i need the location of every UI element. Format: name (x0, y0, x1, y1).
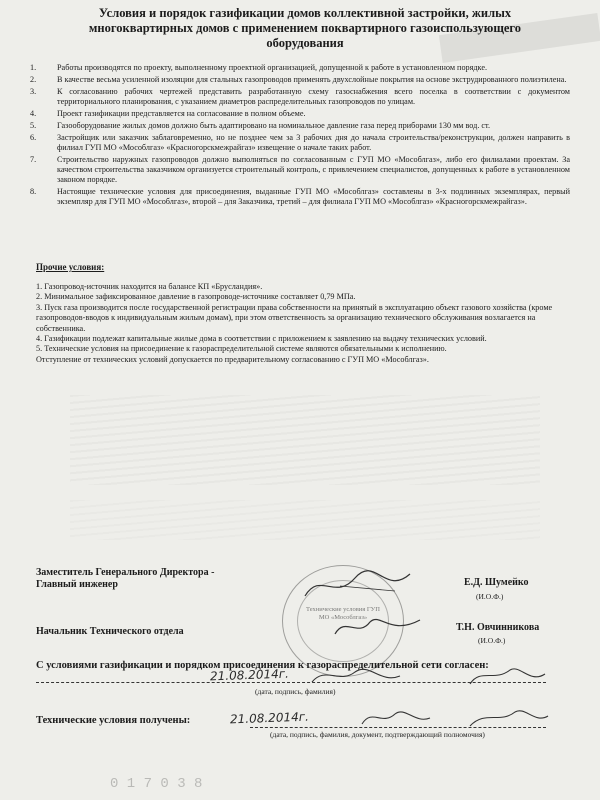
condition-item (30, 155, 570, 185)
stamp-text: Технические условия ГУП МО «Мособлгаз» (306, 606, 380, 621)
serial-number-ghost: 0 1 7 0 3 8 (110, 776, 203, 792)
bleed-through-text (70, 395, 540, 485)
head-name: Т.Н. Овчинникова (456, 622, 540, 633)
condition-item (30, 133, 570, 153)
condition-item (30, 187, 570, 207)
other-conditions (36, 282, 556, 365)
condition-text: Строительство наружных газопроводов должно выполняться по согласованным с ГУП МО «Мособлгаз», либо его филиалами проектам. За качеством строительства заказчиком организуется строительный контроль, с привлечением специалистов, допущенных к работе в установленном законом порядке. (57, 155, 570, 184)
received-label: Технические условия получены: (36, 715, 191, 726)
condition-text: Застройщик или заказчик заблаговременно, но не позднее чем за 3 рабочих дня до начала строительства/реконструкции, должен направить в филиал ГУП МО «Мособлгаз» «Красногорскмежрайгаз» извещение о начале таких работ. (57, 133, 570, 152)
received-handwritten-date: 21.08.2014г. (229, 709, 310, 727)
bleed-through-text (70, 500, 540, 540)
condition-number: 3. (30, 87, 37, 96)
other-condition-line: 5. Технические условия на присоединение к газораспределительной системе являются обязательными к исполнению. (36, 344, 447, 354)
other-condition-line: 1. Газопровод-источник находится на балансе КП «Брусландия». (36, 282, 263, 291)
received-signature (360, 706, 550, 730)
deputy-signature (300, 566, 430, 606)
condition-item (30, 75, 570, 85)
head-signature (330, 612, 430, 642)
deputy-position-label: Заместитель Генерального Директора - Главный инженер (36, 567, 215, 590)
condition-text: К согласованию рабочих чертежей представить разработанную схему газоснабжения всего поселка в соответствии с документом территориального планирования, с указанием диаметров распределительных газопроводов по улицам. (57, 87, 570, 106)
condition-item (30, 121, 570, 131)
other-condition-line: 2. Минимальное зафиксированное давление в газопроводе-источнике составляет 0,79 МПа. (36, 292, 356, 302)
condition-number: 1. (30, 63, 37, 72)
agreement-signature (310, 664, 550, 688)
deputy-fio-caption: (И.О.Ф.) (476, 592, 504, 601)
other-condition-line: 4. Газификации подлежат капитальные жилые дома в соответствии с приложением к заявлению на выдачу технических условий. (36, 334, 487, 344)
condition-item (30, 109, 570, 119)
condition-number: 6. (30, 133, 37, 142)
condition-text: В качестве весьма усиленной изоляции для стальных газопроводов применять двухслойные покрытия на основе экструдированного полиэтилена. (57, 75, 567, 84)
condition-number: 8. (30, 187, 37, 196)
head-fio-caption: (И.О.Ф.) (478, 636, 506, 645)
document-title: Условия и порядок газификации домов коллективной застройки, жилых многоквартирных домов с применением поквартирного газоиспользующего оборудования (88, 6, 522, 50)
other-condition-line: Отступление от технических условий допускается по предварительному согласованию с ГУП МО «Мособлгаз». (36, 354, 429, 364)
other-condition-line: 3. Пуск газа производится после государственной регистрации права собственности на принятый в эксплуатацию объект газового хозяйства (кроме газопроводов-вводов к индивидуальным жилым домам), при этом ответственность за организацию технического обслуживания возлагается на собственника. (36, 302, 553, 333)
condition-item (30, 63, 570, 73)
condition-number: 4. (30, 109, 37, 118)
condition-number: 5. (30, 121, 37, 130)
condition-item (30, 87, 570, 107)
condition-number: 2. (30, 75, 37, 84)
condition-number: 7. (30, 155, 37, 164)
agreement-label: С условиями газификации и порядком присоединения к газораспределительной сети согласен: (36, 660, 489, 671)
head-position-label: Начальник Технического отдела (36, 626, 184, 637)
agreement-caption: (дата, подпись, фамилия) (255, 687, 336, 696)
deputy-name: Е.Д. Шумейко (464, 577, 529, 588)
agreement-handwritten-date: 21.08.2014г. (209, 666, 290, 684)
other-conditions-title: Прочие условия: (36, 262, 105, 272)
conditions-list (30, 63, 570, 209)
condition-text: Проект газификации представляется на согласование в полном объеме. (57, 109, 306, 118)
received-caption: (дата, подпись, фамилия, документ, подтверждающий полномочия) (270, 730, 485, 739)
condition-text: Настоящие технические условия для присоединения, выданные ГУП МО «Мособлгаз» составлены в 3-х подлинных экземплярах, первый экземпляр для ГУП МО «Мособлгаз», второй – для Заказчика, третий – для филиала ГУП МО «Мособлгаз» «Красногорскмежрайгаз». (57, 187, 570, 206)
condition-text: Работы производятся по проекту, выполненному проектной организацией, допущенной к работе в установленном порядке. (57, 63, 488, 72)
condition-text: Газооборудование жилых домов должно быть адаптировано на номинальное давление газа перед приборами 130 мм вод. ст. (57, 121, 491, 130)
